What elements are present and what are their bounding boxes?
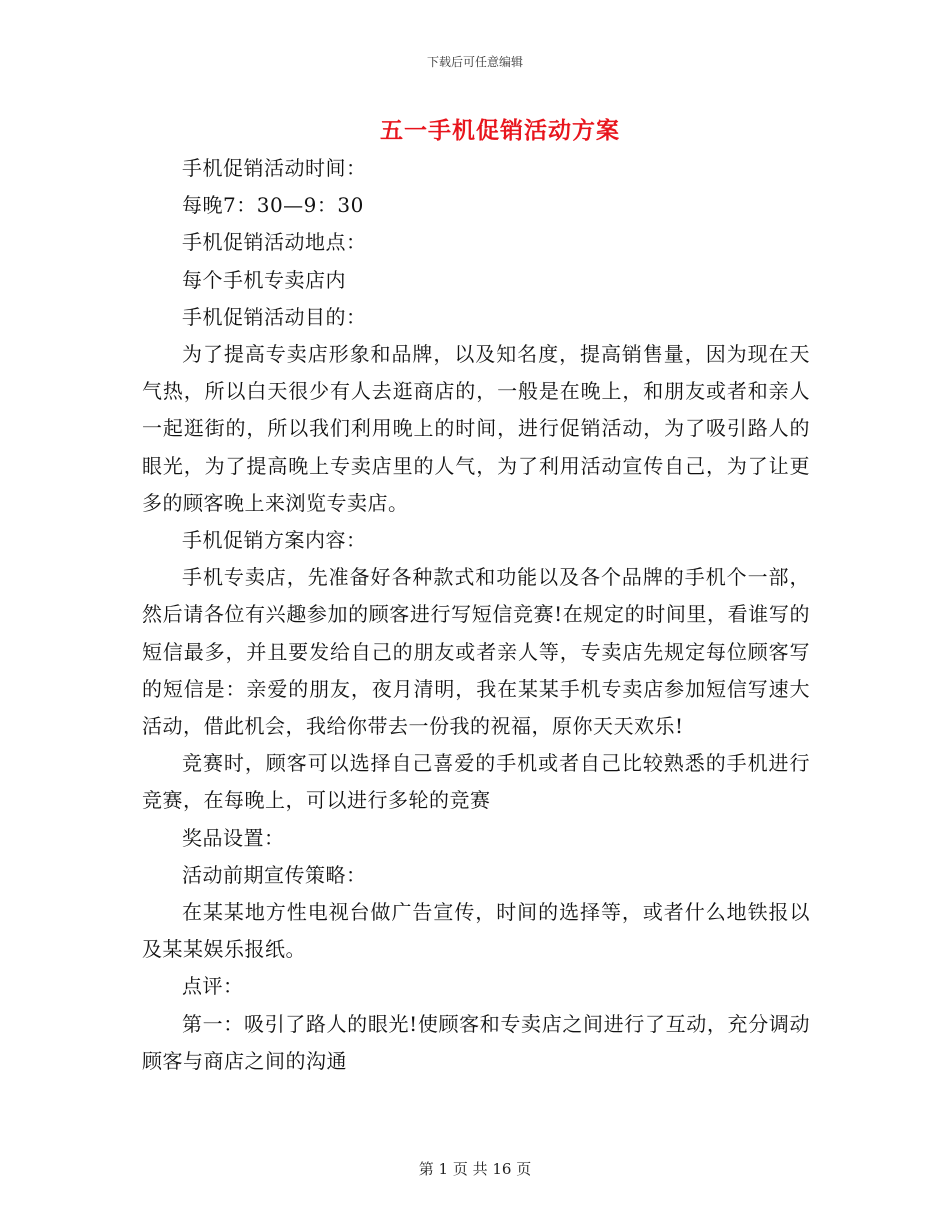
paragraph-competition: 竞赛时，顾客可以选择自己喜爱的手机或者自己比较熟悉的手机进行竞赛，在每晚上，可以进行多轮的竞赛 bbox=[142, 751, 810, 813]
paragraph-event-location-label: 手机促销活动地点： bbox=[182, 230, 367, 255]
document-body bbox=[142, 150, 810, 1080]
paragraph-review-first: 第一：吸引了路人的眼光!使顾客和专卖店之间进行了互动，充分调动顾客与商店之间的沟通 bbox=[142, 1011, 810, 1073]
paragraph-promotion: 在某某地方性电视台做广告宣传，时间的选择等，或者什么地铁报以及某某娱乐报纸。 bbox=[142, 900, 810, 962]
paragraph-plan-content-label: 手机促销方案内容： bbox=[182, 528, 367, 553]
paragraph-event-purpose-label: 手机促销活动目的： bbox=[182, 304, 367, 329]
header-note: 下载后可任意编辑 bbox=[426, 55, 523, 69]
paragraph-event-purpose: 为了提高专卖店形象和品牌，以及知名度，提高销售量，因为现在天气热，所以白天很少有人去逛商店的，一般是在晚上，和朋友或者和亲人一起逛街的，所以我们利用晚上的时间，进行促销活动，为了吸引路人的眼光，为了提高晚上专卖店里的人气，为了利用活动宣传自己，为了让更多的顾客晚上来浏览专卖店。 bbox=[142, 342, 810, 515]
paragraph-review-label: 点评： bbox=[182, 974, 244, 999]
paragraph-event-time-label: 手机促销活动时间： bbox=[182, 156, 367, 180]
paragraph-prizes-label: 奖品设置： bbox=[182, 825, 285, 850]
document-title: 五一手机促销活动方案 bbox=[380, 117, 620, 144]
paragraph-event-location: 每个手机专卖店内 bbox=[182, 267, 346, 292]
paragraph-event-time: 每晚7：30—9：30 bbox=[182, 193, 364, 218]
page-number: 第 1 页 共 16 页 bbox=[418, 1160, 532, 1178]
paragraph-plan-content: 手机专卖店，先准备好各种款式和功能以及各个品牌的手机个一部，然后请各位有兴趣参加的顾客进行写短信竞赛!在规定的时间里，看谁写的短信最多，并且要发给自己的朋友或者亲人等，专卖店先规定每位顾客写的短信是：亲爱的朋友，夜月清明，我在某某手机专卖店参加短信写速大活动，借此机会，我给你带去一份我的祝福，原你天天欢乐! bbox=[142, 565, 810, 739]
paragraph-promotion-label: 活动前期宣传策略： bbox=[182, 862, 367, 887]
